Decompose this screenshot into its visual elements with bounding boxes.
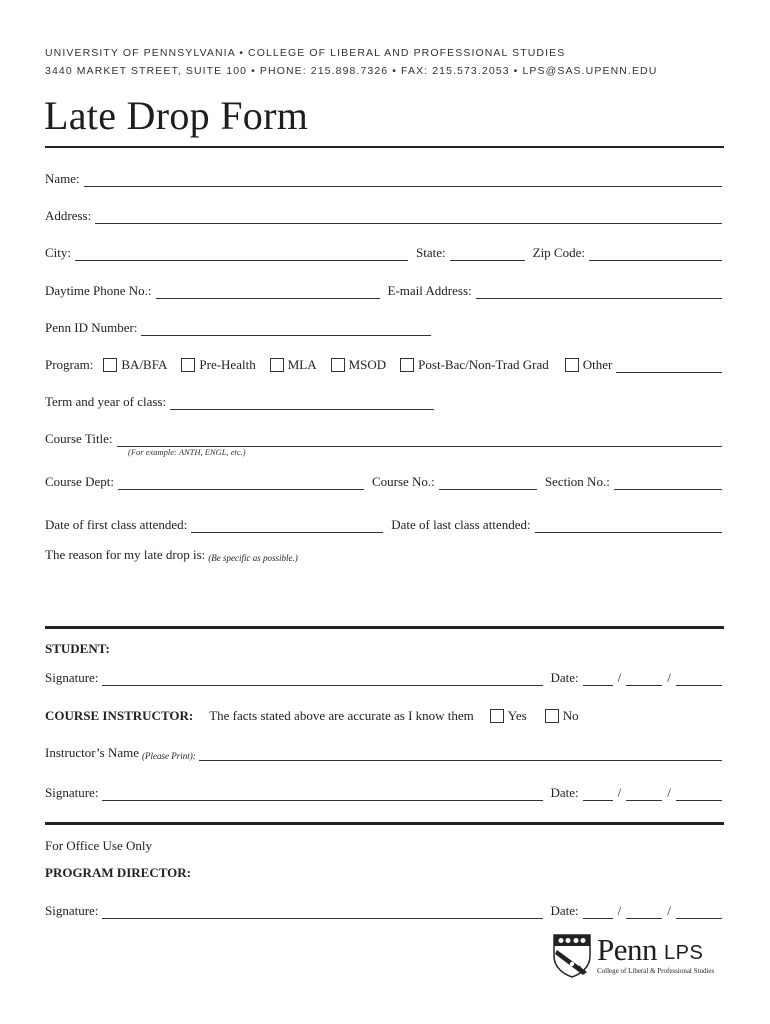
first-class-field[interactable] — [191, 519, 383, 533]
section-no-label: Section No.: — [544, 474, 610, 489]
reason-area[interactable] — [45, 566, 722, 622]
zip-label: Zip Code: — [532, 245, 585, 260]
address-row — [45, 204, 722, 224]
student-signature-label: Signature: — [45, 670, 99, 685]
state-label: State: — [416, 245, 446, 260]
course-no-label: Course No.: — [371, 474, 435, 489]
no-label: No — [562, 708, 579, 723]
program-other-field[interactable] — [616, 359, 722, 373]
student-signature-row — [45, 666, 722, 686]
instructor-date-day[interactable] — [626, 787, 662, 801]
course-no-field[interactable] — [439, 476, 537, 490]
logo-college-text: College of Liberal & Professional Studies — [597, 967, 715, 975]
reason-row — [45, 543, 722, 563]
phone-email-row — [45, 279, 722, 299]
program-option-pre-health: Pre-Health — [199, 357, 256, 372]
student-signature-field[interactable] — [102, 672, 543, 686]
penn-id-field[interactable] — [141, 322, 431, 336]
yes-label: Yes — [507, 708, 527, 723]
instructor-name-field[interactable] — [199, 747, 722, 761]
state-field[interactable] — [450, 247, 525, 261]
program-checkbox-pre-health[interactable] — [181, 358, 195, 372]
office-label-row — [45, 834, 722, 854]
director-signature-row — [45, 899, 722, 919]
form-title: Late Drop Form — [44, 93, 309, 138]
instructor-name-note: (Please Print): — [141, 751, 196, 761]
name-label: Name: — [45, 171, 80, 186]
instructor-name-row — [45, 741, 722, 761]
course-dept-row — [45, 470, 722, 490]
director-date-month[interactable] — [583, 905, 613, 919]
program-option-post-bac: Post-Bac/Non-Trad Grad — [418, 357, 549, 372]
program-option-msod: MSOD — [348, 357, 387, 372]
course-title-label: Course Title: — [45, 431, 113, 446]
section-no-field[interactable] — [614, 476, 722, 490]
city-label: City: — [45, 245, 72, 260]
instructor-name-label: Instructor’s Name — [45, 745, 139, 760]
student-rule — [45, 626, 724, 629]
student-date-sep-2: / — [667, 670, 671, 685]
student-date-month[interactable] — [583, 672, 613, 686]
no-checkbox[interactable] — [545, 709, 559, 723]
penn-id-label: Penn ID Number: — [45, 320, 138, 335]
logo-lps-text: LPS — [664, 942, 704, 964]
director-heading-row — [45, 861, 722, 881]
address-label: Address: — [45, 208, 92, 223]
instructor-date-label: Date: — [550, 785, 579, 800]
director-date-sep-1: / — [617, 903, 622, 918]
instructor-date-sep-2: / — [667, 785, 671, 800]
student-date-year[interactable] — [676, 672, 722, 686]
program-checkbox-other[interactable] — [565, 358, 579, 372]
instructor-statement: The facts stated above are accurate as I know them — [209, 708, 474, 723]
director-date-year[interactable] — [676, 905, 722, 919]
office-rule — [45, 822, 724, 825]
course-dept-field[interactable] — [118, 476, 364, 490]
phone-field[interactable] — [156, 285, 380, 299]
program-checkbox-msod[interactable] — [331, 358, 345, 372]
term-row — [45, 390, 722, 410]
instructor-heading: COURSE INSTRUCTOR: — [45, 708, 194, 723]
instructor-signature-field[interactable] — [102, 787, 543, 801]
program-option-other: Other — [582, 357, 613, 372]
instructor-date-month[interactable] — [583, 787, 613, 801]
reason-note: (Be specific as possible.) — [208, 553, 298, 563]
program-checkbox-post-bac[interactable] — [400, 358, 414, 372]
dates-attended-row — [45, 513, 722, 533]
program-option-mla: MLA — [287, 357, 317, 372]
term-label: Term and year of class: — [45, 394, 167, 409]
term-field[interactable] — [170, 396, 434, 410]
program-checkbox-ba-bfa[interactable] — [103, 358, 117, 372]
yes-checkbox[interactable] — [490, 709, 504, 723]
program-checkbox-mla[interactable] — [270, 358, 284, 372]
header-line-1: UNIVERSITY OF PENNSYLVANIA • COLLEGE OF LIBERAL AND PROFESSIONAL STUDIES — [45, 47, 566, 59]
student-date-sep-1: / — [617, 670, 622, 685]
email-field[interactable] — [476, 285, 722, 299]
student-date-label: Date: — [550, 670, 579, 685]
instructor-statement-row — [45, 704, 722, 724]
program-row — [45, 353, 722, 373]
penn-lps-logo — [553, 932, 728, 980]
program-label: Program: — [45, 357, 94, 372]
instructor-signature-label: Signature: — [45, 785, 99, 800]
student-heading-row — [45, 637, 722, 657]
email-label: E-mail Address: — [387, 283, 472, 298]
course-note: (For example: ANTH, ENGL, etc.) — [128, 447, 246, 457]
zip-field[interactable] — [589, 247, 722, 261]
name-field[interactable] — [84, 173, 722, 187]
director-date-day[interactable] — [626, 905, 662, 919]
city-state-zip-row — [45, 241, 722, 261]
reason-label: The reason for my late drop is: — [45, 547, 206, 562]
course-title-row — [45, 427, 722, 447]
last-class-field[interactable] — [535, 519, 722, 533]
director-date-sep-2: / — [667, 903, 671, 918]
logo-penn-text: Penn — [597, 932, 657, 967]
director-heading: PROGRAM DIRECTOR: — [45, 865, 192, 880]
course-title-field[interactable] — [117, 433, 722, 447]
instructor-date-year[interactable] — [676, 787, 722, 801]
director-signature-label: Signature: — [45, 903, 99, 918]
phone-label: Daytime Phone No.: — [45, 283, 152, 298]
city-field[interactable] — [75, 247, 408, 261]
penn-shield-icon — [553, 934, 591, 978]
course-dept-label: Course Dept: — [45, 474, 114, 489]
penn-id-row — [45, 316, 722, 336]
student-date-day[interactable] — [626, 672, 662, 686]
instructor-signature-row — [45, 781, 722, 801]
office-label: For Office Use Only — [45, 838, 152, 853]
director-signature-field[interactable] — [102, 905, 543, 919]
header-line-2: 3440 MARKET STREET, SUITE 100 • PHONE: 215.898.7326 • FAX: 215.573.2053 • LPS@SAS.UPENN.EDU — [45, 65, 658, 77]
program-option-ba-bfa: BA/BFA — [121, 357, 168, 372]
director-date-label: Date: — [550, 903, 579, 918]
first-class-label: Date of first class attended: — [45, 517, 188, 532]
instructor-date-sep-1: / — [617, 785, 622, 800]
name-row — [45, 167, 722, 187]
last-class-label: Date of last class attended: — [391, 517, 531, 532]
address-field[interactable] — [95, 210, 722, 224]
title-rule — [45, 146, 724, 148]
student-heading: STUDENT: — [45, 641, 110, 656]
